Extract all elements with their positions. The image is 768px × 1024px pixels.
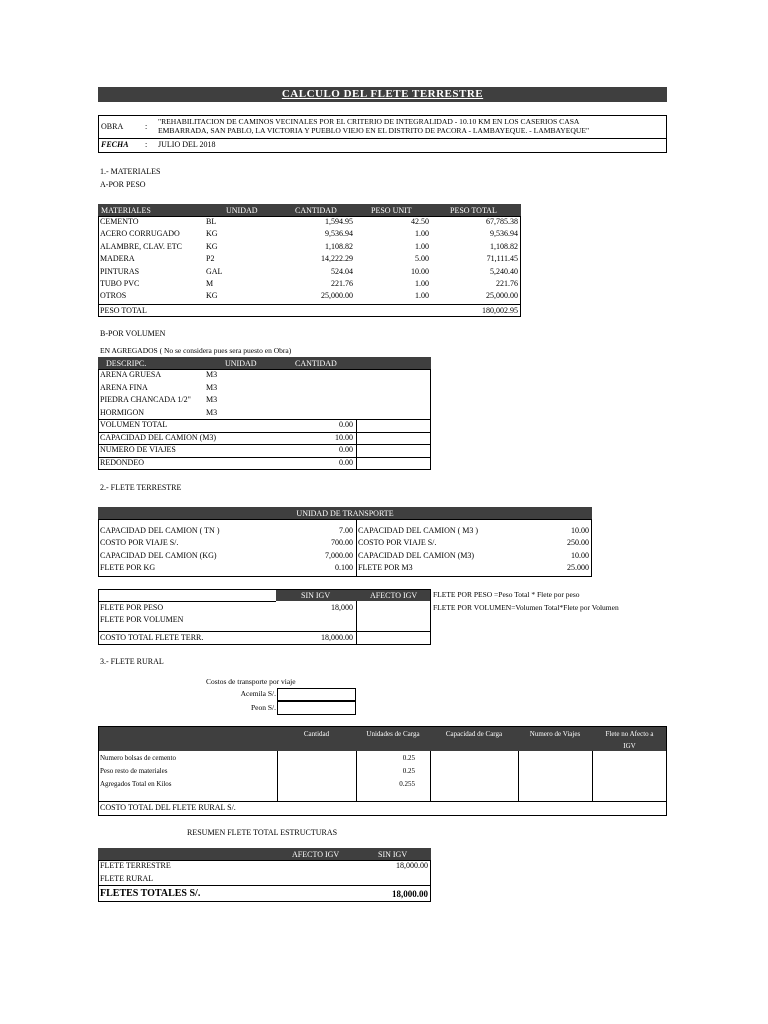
- rural-column-line: [430, 751, 431, 801]
- vol-summary-value: 0.00: [339, 420, 353, 429]
- peso-total-divider: [98, 304, 521, 305]
- resumen-table-header: [98, 848, 431, 860]
- peso-cell: 1.00: [415, 241, 429, 251]
- vol-unidad: M3: [206, 370, 218, 379]
- costo-total-label: COSTO TOTAL FLETE TERR.: [100, 633, 204, 642]
- ut-right-label: CAPACIDAD DEL CAMION (M3): [358, 550, 475, 560]
- unidad-transporte-title: UNIDAD DE TRANSPORTE: [296, 509, 394, 518]
- rural-row-unidades: 0.25: [402, 754, 415, 762]
- resumen-header-afecto: AFECTO IGV: [292, 850, 340, 859]
- acemila-label: Acemila S/.: [240, 689, 276, 698]
- vol-summary-label: CAPACIDAD DEL CAMION (M3): [100, 432, 217, 442]
- peso-cell: 221.76: [331, 279, 353, 288]
- rural-header-cell: Numero de Viajes: [529, 730, 581, 738]
- rural-header-cell: Capacidad de Carga: [445, 730, 503, 738]
- ut-right-label: FLETE POR M3: [358, 562, 413, 572]
- obra-label: OBRA: [101, 122, 124, 131]
- peso-cell: 524.04: [331, 266, 353, 276]
- peso-cell: MADERA: [100, 254, 135, 264]
- peso-cell: KG: [206, 241, 218, 251]
- peso-cell: ALAMBRE, CLAV. ETC: [100, 241, 182, 251]
- fecha-label: FECHA: [101, 140, 129, 149]
- peso-cell: KG: [206, 291, 218, 301]
- fecha-value: JULIO DEL 2018: [158, 140, 216, 149]
- peso-cell: BL: [206, 217, 217, 226]
- peso-cell: 1.00: [415, 229, 429, 239]
- formula-peso: FLETE POR PESO =Peso Total * Flete por peso: [433, 590, 580, 599]
- ut-right-value: 25.000: [567, 562, 589, 572]
- peso-cell: OTROS: [100, 291, 127, 301]
- rural-row-unidades: 0.255: [399, 780, 415, 788]
- unidad-transporte-header: [98, 507, 592, 519]
- rural-column-line: [277, 751, 278, 801]
- ut-left-label: CAPACIDAD DEL CAMION (KG): [100, 550, 217, 560]
- resumen-title: RESUMEN FLETE TOTAL ESTRUCTURAS: [187, 828, 338, 837]
- peso-cell: 25,000.00: [321, 291, 353, 301]
- flete-peso-value: 18,000: [331, 603, 353, 612]
- peso-cell: 42.50: [411, 217, 429, 226]
- peso-cell: 67,785.38: [486, 217, 518, 226]
- section-por-volumen: B-POR VOLUMEN: [100, 329, 166, 338]
- resumen-row-label: FLETE RURAL: [100, 873, 154, 883]
- igv-header-sin: SIN IGV: [301, 591, 331, 600]
- rural-header-cell: Flete no Afecto a IGV: [605, 730, 654, 750]
- vol-summary-label: NUMERO DE VIAJES: [100, 445, 176, 454]
- peso-cell: 10.00: [411, 266, 429, 276]
- vol-header-descripc: DESCRIPC.: [106, 359, 147, 368]
- peso-cell: M: [206, 279, 214, 288]
- ut-left-value: 0.100: [335, 562, 353, 572]
- flete-volumen-label: FLETE POR VOLUMEN: [100, 615, 184, 624]
- rural-row-unidades: 0.25: [402, 767, 415, 775]
- peso-cell: 9,536.94: [325, 229, 353, 239]
- peso-cell: 1,108.82: [325, 241, 353, 251]
- resumen-total-line: [98, 885, 431, 886]
- ut-right-value: 10.00: [571, 526, 589, 535]
- vol-summary-value: 10.00: [335, 432, 353, 442]
- rural-total-line: [98, 801, 667, 802]
- resumen-row-value: 18,000.00: [396, 861, 428, 870]
- section-por-peso: A-POR PESO: [100, 180, 146, 189]
- ut-left-label: FLETE POR KG: [100, 562, 156, 572]
- costos-transporte-label: Costos de transporte por viaje: [206, 677, 296, 686]
- vol-summary-label: REDONDEO: [100, 457, 144, 467]
- vol-unidad: M3: [206, 382, 218, 392]
- vol-descripc: ARENA FINA: [100, 382, 148, 392]
- peso-header-cantidad: CANTIDAD: [295, 206, 337, 215]
- peso-cell: ACERO CORRUGADO: [100, 229, 180, 239]
- peso-cell: 221.76: [496, 279, 518, 288]
- ut-right-label: COSTO POR VIAJE S/.: [358, 538, 437, 548]
- peso-cell: 9,536.94: [490, 229, 518, 239]
- rural-row-label: Agregados Total en Kilos: [100, 780, 172, 788]
- resumen-header-sin: SIN IGV: [378, 850, 408, 859]
- rural-row-label: Peso resto de materiales: [100, 767, 168, 775]
- vol-header-cantidad: CANTIDAD: [295, 359, 337, 368]
- obra-line-1: "REHABILITACION DE CAMINOS VECINALES POR EL CRITERIO DE INTEGRALIDAD - 10.10 KM EN LOS CASERIOS CASA: [158, 117, 580, 126]
- vol-descripc: HORMIGON: [100, 407, 144, 417]
- resumen-row-label: FLETE TERRESTRE: [100, 861, 171, 870]
- ut-left-value: 7.00: [339, 526, 353, 535]
- peso-cell: 25,000.00: [486, 291, 518, 301]
- peon-input[interactable]: [277, 701, 356, 715]
- igv-divider-v: [356, 601, 357, 645]
- igv-header-afecto: AFECTO IGV: [370, 591, 418, 600]
- rural-header-cell: Unidades de Carga: [366, 730, 420, 738]
- peso-cell: CEMENTO: [100, 217, 139, 226]
- igv-header-line: [98, 601, 276, 602]
- vol-summary-value: 0.00: [339, 457, 353, 467]
- formula-volumen: FLETE POR VOLUMEN=Volumen Total*Flete por Volumen: [433, 603, 619, 612]
- ut-left-value: 7,000.00: [325, 550, 353, 560]
- section-flete-terrestre: 2.- FLETE TERRESTRE: [100, 483, 182, 492]
- vol-header-unidad: UNIDAD: [225, 359, 257, 368]
- peso-cell: TUBO PVC: [100, 279, 140, 288]
- peso-header-unidad: UNIDAD: [226, 206, 258, 215]
- obra-colon: :: [145, 122, 148, 131]
- ut-left-label: CAPACIDAD DEL CAMION ( TN ): [100, 526, 220, 535]
- vol-summary-value: 0.00: [339, 445, 353, 454]
- peso-cell: GAL: [206, 266, 223, 276]
- vol-unidad: M3: [206, 407, 218, 417]
- peso-header-peso-unit: PESO UNIT: [371, 206, 412, 215]
- vol-summary-label: VOLUMEN TOTAL: [100, 420, 168, 429]
- peon-label: Peon S/.: [250, 703, 276, 712]
- vol-descripc: ARENA GRUESA: [100, 370, 162, 379]
- peso-cell: 1.00: [415, 291, 429, 301]
- peso-cell: PINTURAS: [100, 266, 140, 276]
- vol-unidad: M3: [206, 395, 218, 404]
- peso-cell: P2: [206, 254, 215, 264]
- peso-total-label: PESO TOTAL: [100, 306, 147, 315]
- ut-right-label: CAPACIDAD DEL CAMION ( M3 ): [358, 526, 479, 535]
- rural-row-label: Numero bolsas de cemento: [100, 754, 177, 762]
- section-materiales: 1.- MATERIALES: [100, 167, 161, 176]
- costo-total-value: 18,000.00: [321, 633, 353, 642]
- peso-cell: 5.00: [415, 254, 429, 264]
- igv-total-line: [98, 631, 431, 632]
- obra-line-2: EMBARRADA, SAN PABLO, LA VICTORIA Y PUEBLO VIEJO EN EL DISTRITO DE PACORA - LAMBAYEQUE. - LAMBAYEQUE": [158, 126, 590, 135]
- section-flete-rural: 3.- FLETE RURAL: [100, 657, 164, 666]
- page-title: CALCULO DEL FLETE TERRESTRE: [281, 88, 484, 100]
- peso-cell: 1.00: [415, 279, 429, 288]
- rural-header-cell: Cantidad: [303, 730, 330, 738]
- acemila-input[interactable]: [277, 688, 356, 701]
- agregados-note: EN AGREGADOS ( No se considera pues sera puesto en Obra): [100, 346, 292, 355]
- ut-left-value: 700.00: [331, 538, 353, 548]
- ut-right-value: 250.00: [567, 538, 589, 548]
- ut-divider-v: [356, 519, 357, 577]
- peso-cell: 1,108.82: [490, 241, 518, 251]
- rural-total-label: COSTO TOTAL DEL FLETE RURAL S/.: [100, 803, 236, 812]
- peso-cell: 5,240.40: [490, 266, 518, 276]
- peso-total-value: 180,002.95: [482, 306, 518, 315]
- peso-cell: 1,594.95: [325, 217, 353, 226]
- peso-cell: 14,222.29: [321, 254, 353, 264]
- vol-summary-line: [98, 457, 431, 458]
- fletes-totales-label: FLETES TOTALES S/.: [100, 888, 201, 899]
- peso-header-materiales: MATERIALES: [101, 206, 151, 215]
- ut-left-label: COSTO POR VIAJE S/.: [100, 538, 179, 548]
- volumen-table-header: [98, 357, 431, 369]
- rural-column-line: [592, 751, 593, 801]
- peso-header-peso-total: PESO TOTAL: [450, 206, 497, 215]
- fletes-totales-value: 18,000.00: [392, 889, 428, 899]
- rural-column-line: [518, 751, 519, 801]
- vol-descripc: PIEDRA CHANCADA 1/2": [100, 395, 191, 404]
- peso-table-header: [98, 204, 521, 216]
- fecha-colon: :: [145, 140, 148, 149]
- ut-right-value: 10.00: [571, 550, 589, 560]
- obra-divider: [98, 138, 667, 139]
- flete-peso-label: FLETE POR PESO: [100, 603, 164, 612]
- peso-cell: KG: [206, 229, 218, 239]
- peso-cell: 71,111.45: [486, 254, 518, 264]
